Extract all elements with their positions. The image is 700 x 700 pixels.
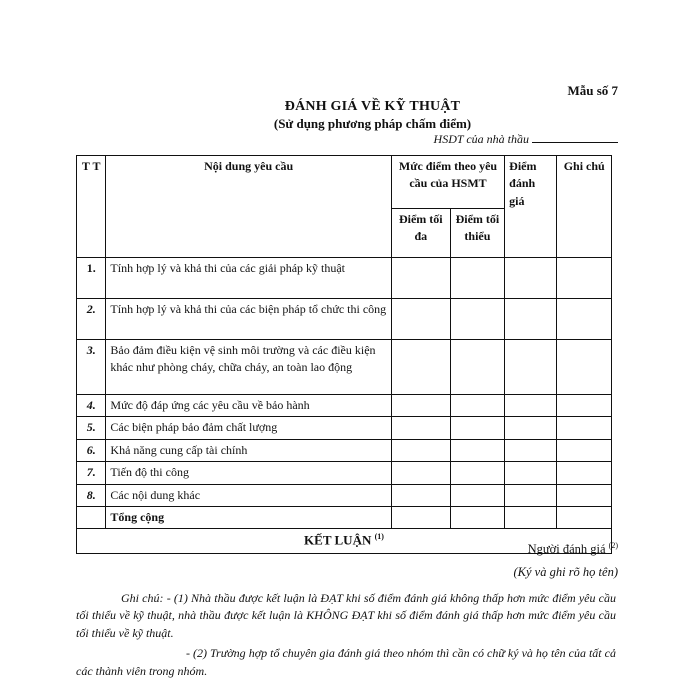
total-note-cell[interactable] [557, 506, 612, 528]
page-subtitle: (Sử dụng phương pháp chấm điểm) [273, 116, 472, 131]
header-row-1 [77, 156, 612, 209]
row-number: 1. [77, 258, 106, 299]
row-number: 2. [77, 299, 106, 340]
row-number: 3. [77, 340, 106, 395]
min-score-cell[interactable] [450, 395, 504, 417]
min-score-cell[interactable] [450, 258, 504, 299]
row-content: Bảo đảm điều kiện vệ sinh môi trường và các điều kiện khác như phòng cháy, chữa cháy, an toàn lao động [106, 340, 391, 395]
header-min-score: Điểm tối thiểu [450, 209, 504, 258]
evaluated-score-cell[interactable] [505, 417, 557, 439]
table-row [77, 417, 612, 439]
min-score-cell[interactable] [450, 462, 504, 484]
evaluated-score-cell[interactable] [505, 439, 557, 461]
note-cell[interactable] [557, 299, 612, 340]
row-number: 8. [77, 484, 106, 506]
header-evaluated-score: Điểm đánh giá [505, 156, 557, 258]
row-content: Các nội dung khác [106, 484, 391, 506]
table-row [77, 439, 612, 461]
note-cell[interactable] [557, 395, 612, 417]
hsdt-label: HSDT của nhà thầu [433, 132, 529, 146]
evaluated-score-cell[interactable] [505, 395, 557, 417]
evaluated-score-cell[interactable] [505, 258, 557, 299]
total-evaluated-cell[interactable] [505, 506, 557, 528]
header-content: Nội dung yêu cầu [106, 156, 391, 258]
min-score-cell[interactable] [450, 484, 504, 506]
total-label: Tổng cộng [106, 506, 391, 528]
signer-footnote-mark: (2) [608, 541, 618, 550]
signer-label-line [528, 541, 618, 557]
evaluation-table [76, 155, 612, 557]
evaluated-score-cell[interactable] [505, 340, 557, 395]
row-content: Tính hợp lý và khả thi của các giải pháp kỹ thuật [106, 258, 391, 299]
hsdt-line [434, 132, 618, 147]
conclusion-footnote-mark: (1) [374, 532, 384, 542]
row-number: 4. [77, 395, 106, 417]
evaluated-score-cell[interactable] [505, 484, 557, 506]
page-title: ĐÁNH GIÁ VỀ KỸ THUẬT [284, 99, 461, 114]
header-score-group: Mức điểm theo yêu cầu của HSMT [391, 156, 504, 209]
hsdt-blank[interactable] [532, 132, 618, 143]
note-cell[interactable] [557, 462, 612, 484]
header-tt: T T [77, 156, 106, 258]
min-score-cell[interactable] [450, 340, 504, 395]
note-1: Ghi chú: - (1) Nhà thầu được kết luận là ĐẠT khi số điểm đánh giá không thấp hơn mức điểm yêu cầu tối thiểu về kỹ thuật, nhà thầu được kết luận là KHÔNG ĐẠT khi số điểm đánh giá thấp hơn mức điểm yêu cầu tối thiểu về kỹ thuật. [76, 591, 616, 640]
signature-instruction: (Ký và ghi rõ họ tên) [513, 565, 618, 579]
row-content: Tiến độ thi công [106, 462, 391, 484]
row-number: 7. [77, 462, 106, 484]
min-score-cell[interactable] [450, 299, 504, 340]
table-row [77, 258, 612, 299]
max-score-cell[interactable] [391, 258, 450, 299]
header-note: Ghi chú [557, 156, 612, 258]
header-max-score: Điểm tối đa [391, 209, 450, 258]
evaluated-score-cell[interactable] [505, 299, 557, 340]
row-content: Khả năng cung cấp tài chính [106, 439, 391, 461]
conclusion-label: KẾT LUẬN [304, 532, 372, 548]
signer-label: Người đánh giá [527, 542, 606, 557]
note-2: - (2) Trường hợp tổ chuyên gia đánh giá theo nhóm thì cần có chữ ký và họ tên của tất cả các thành viên trong nhóm. [76, 646, 616, 678]
notes-section [76, 590, 616, 680]
note-cell[interactable] [557, 417, 612, 439]
row-number: 6. [77, 439, 106, 461]
table-row [77, 299, 612, 340]
max-score-cell[interactable] [391, 395, 450, 417]
table-row [77, 340, 612, 395]
note-cell[interactable] [557, 258, 612, 299]
max-score-cell[interactable] [391, 340, 450, 395]
note-cell[interactable] [557, 340, 612, 395]
note-cell[interactable] [557, 439, 612, 461]
max-score-cell[interactable] [391, 484, 450, 506]
max-score-cell[interactable] [391, 462, 450, 484]
max-score-cell[interactable] [391, 299, 450, 340]
row-content: Các biện pháp bảo đảm chất lượng [106, 417, 391, 439]
table-row [77, 462, 612, 484]
total-row [77, 506, 612, 528]
table-row [77, 484, 612, 506]
note-cell[interactable] [557, 484, 612, 506]
row-content: Mức độ đáp ứng các yêu cầu về bảo hành [106, 395, 391, 417]
form-number: Mẫu số 7 [567, 83, 618, 98]
table-row [77, 395, 612, 417]
row-content: Tính hợp lý và khả thi của các biện pháp tổ chức thi công [106, 299, 391, 340]
evaluated-score-cell[interactable] [505, 462, 557, 484]
total-min-cell[interactable] [450, 506, 504, 528]
min-score-cell[interactable] [450, 439, 504, 461]
max-score-cell[interactable] [391, 439, 450, 461]
max-score-cell[interactable] [391, 417, 450, 439]
total-number-cell [77, 506, 106, 528]
min-score-cell[interactable] [450, 417, 504, 439]
total-max-cell[interactable] [391, 506, 450, 528]
row-number: 5. [77, 417, 106, 439]
